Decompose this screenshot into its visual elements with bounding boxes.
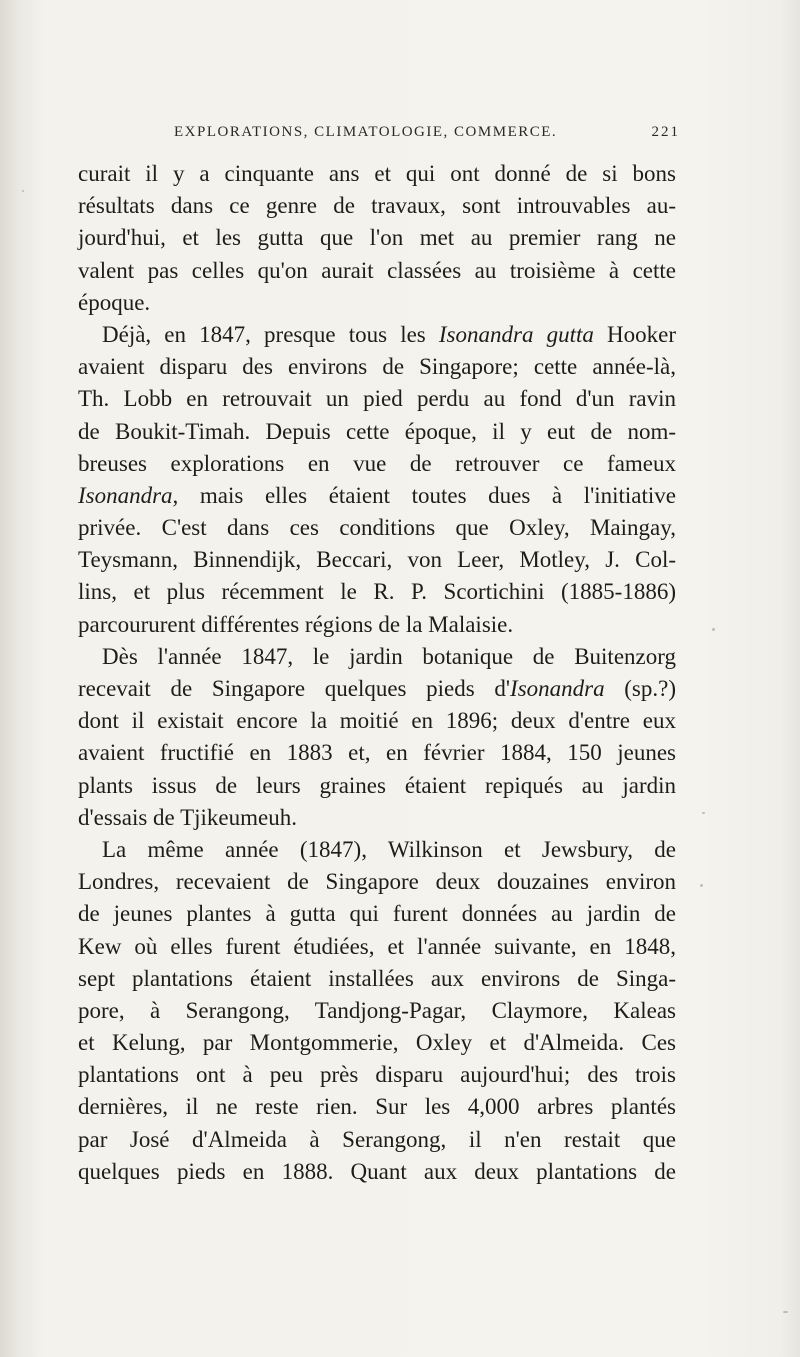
running-title: EXPLORATIONS, CLIMATOLOGIE, COMMERCE. [174,124,558,140]
text-line: avaient fructifié en 1883 et, en février 1884, 150 jeunes [78,740,676,766]
text-line: par José d'Almeida à Serangong, il n'en restait que [78,1126,676,1152]
text-line: avaient disparu des environs de Singapore; cette année-là, [78,354,676,380]
text-line: dont il existait encore la moitié en 1896; deux d'entre eux [78,708,676,734]
italic-name: Isonandra, [78,482,179,508]
text-line: recevait de Singapore quelques pieds d'Isonandra (sp.?) [78,676,676,701]
text-line: de Boukit-Timah. Depuis cette époque, il y eut de nom- [78,418,676,444]
text-line: parcoururent différentes régions de la Malaisie. [78,611,514,637]
text-line: valent pas celles qu'on aurait classées au troisième à cette [78,257,676,283]
text-line: Dès l'année 1847, le jardin botanique de Buitenzorg [102,643,676,669]
text-line: plants issus de leurs graines étaient repiqués au jardin [78,772,676,798]
text-line: sept plantations étaient installées aux environs de Singa- [78,965,676,991]
text-line: dernières, il ne reste rien. Sur les 4,000 arbres plantés [78,1094,676,1120]
italic-name: Isonandra gutta [438,321,594,347]
text-line: de jeunes plantes à gutta qui furent données au jardin de [78,901,676,927]
text-line: Th. Lobb en retrouvait un pied perdu au fond d'un ravin [78,386,676,412]
text-line: pore, à Serangong, Tandjong-Pagar, Claymore, Kaleas [78,997,676,1023]
text-line: jourd'hui, et les gutta que l'on met au premier rang ne [78,225,676,251]
text-line: d'essais de Tjikeumeuh. [78,804,297,830]
paper-speck [700,884,703,887]
text-line: La même année (1847), Wilkinson et Jewsbury, de [102,836,676,862]
text-line: quelques pieds en 1888. Quant aux deux plantations de [78,1158,676,1184]
paper-speck [702,812,705,814]
text-line: résultats dans ce genre de travaux, sont introuvables au- [78,193,676,219]
body-text [78,158,676,1188]
text-line: et Kelung, par Montgommerie, Oxley et d'Almeida. Ces [78,1030,676,1056]
italic-name: Isonandra [510,676,605,701]
text-line: époque. [78,289,151,315]
paper-speck [783,1311,788,1313]
text-line: Déjà, en 1847, presque tous les Isonandra gutta Hooker [102,321,676,347]
text-line: Kew où elles furent étudiées, et l'année suivante, en 1848, [78,933,676,959]
text-line: curait il y a cinquante ans et qui ont donné de si bons [78,161,676,186]
text-line: breuses explorations en vue de retrouver ce fameux [78,450,676,476]
text-line: Teysmann, Binnendijk, Beccari, von Leer, Motley, J. Col- [78,547,676,573]
text-line: plantations ont à peu près disparu aujourd'hui; des trois [78,1062,676,1088]
text-line: Isonandra, mais elles étaient toutes dues à l'initiative [78,482,676,508]
paper-speck [712,628,715,631]
text-line: Londres, recevaient de Singapore deux douzaines environ [78,869,676,895]
paper-speck [22,190,24,192]
text-line: privée. C'est dans ces conditions que Oxley, Maingay, [78,515,676,541]
text-line: lins, et plus récemment le R. P. Scortichini (1885-1886) [78,579,676,605]
page-number: 221 [651,124,680,140]
